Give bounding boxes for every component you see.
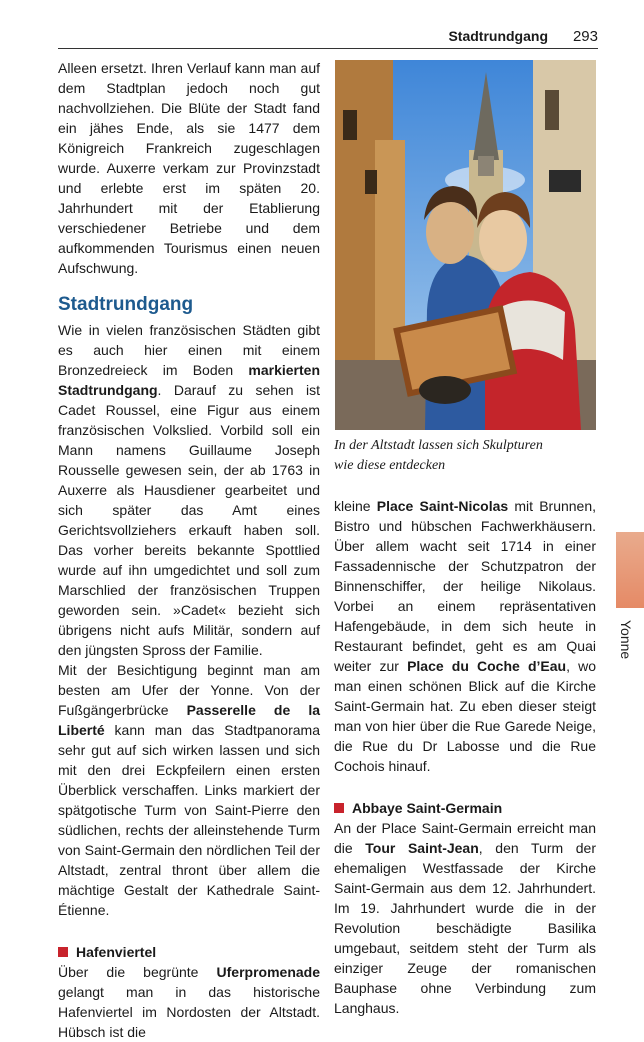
bold-term: Place Saint-Nicolas [376,498,509,514]
text-run: Wie in vielen französischen Städten gibt es auch hier einen mit einem Bronzedreieck im Boden [58,322,320,378]
subheading-label: Abbaye Saint-Germain [352,800,503,816]
section-heading: Stadtrundgang [58,294,194,315]
bold-term: Uferpromenade [216,964,320,980]
caption-line: wie diese entdecken [334,458,446,473]
running-header-title: Stadtrundgang [448,28,548,44]
page-number: 293 [572,28,598,45]
photo-caption [334,436,596,476]
text-run: . Darauf zu sehen ist Cadet Roussel, eine Figur aus einem französischen Volkslied. Vorbild soll ein Mann namens Guillaume Joseph Rousselle gewesen sein, der ab 1763 in Auxerre als Hausdiener gearbeitet und sich später das Amt eines Gerichtsvollziehers erkauft haben soll. Das vorher bereits bekannte Spottlied wurde auf ihn umgedichtet und soll zum Marschlied der französischen Truppen geworden sein. »Cadet« bezieht sich übrigens nicht aufs Militär, sondern auf den jüngsten Spross der Familie. [58,382,320,658]
header-rule [58,48,598,49]
text-run: kann man das Stadtpanorama sehr gut auf sich wirken lassen und sich mit den drei Eckpfeilern einen ersten Überblick verschaffen. Links markiert der spätgotische Turm von Saint-Pierre den südlichen, rechts der alleinstehende Turm von Saint-Germain den nördlichen Teil der Altstadt, zentral thront über allem die mächtige Gestalt der Kathedrale Saint-Étienne. [58,722,320,918]
text-run: kleine [334,498,377,514]
paragraph-hafenviertel [58,962,320,1042]
subheading-abbaye [334,798,596,818]
paragraph-besichtigung [58,660,320,920]
bold-term: Tour Saint-Jean [365,840,479,856]
text-run: mit Brunnen, Bistro und hübschen Fachwerkhäusern. Über allem wacht seit 1714 in einer Fassadennische der Schutzpatron der Binnenschiffer, der heilige Nikolaus. Vorbei an einem repräsentativen Hafengebäude, in dem sich heute in Restaurant befindet, geht es am Quai weiter zur [334,498,597,674]
left-column [58,58,320,1042]
sculpture-illustration [335,60,596,430]
chapter-tab-label: Yonne [618,620,634,660]
bold-term: Passerelle de la Liberté [58,702,320,738]
right-column [334,496,596,1018]
text-run: Über die begrünte [58,964,217,980]
red-square-icon [334,803,344,813]
text-run: An der Place Saint-Germain erreicht man die [334,820,596,856]
bold-term: markierten Stadtrundgang [58,362,320,398]
text-run: gelangt man in das historische Hafenviertel im Nordosten der Altstadt. Hübsch ist die [58,984,320,1040]
chapter-tab-marker [616,532,644,608]
bold-term: Place du Coche d’Eau [407,658,567,674]
text-run: , wo man einen schönen Blick auf die Kirche Saint-Germain hat. Zu eben dieser steigt man von hier über die Rue Garede Neige, die Rue du Dr Labosse und die Rue Cochois hinauf. [334,658,596,774]
text-run: , den Turm der ehemaligen Westfassade der Kirche Saint-Germain aus dem 12. Jahrhundert. Im 19. Jahrhundert wurde die in der Revolution beschädigte Basilika umgebaut, seitdem steht der Turm als einziger Zeuge der romanischen Bauphase ohne Verbindung zum Langhaus. [334,840,596,1016]
text-run: Mit der Besichtigung beginnt man am besten am Ufer der Yonne. Von der Fußgängerbrücke [58,662,320,718]
paragraph-place-saint-nicolas [334,496,596,776]
paragraph-abbaye [334,818,596,1018]
subheading-hafenviertel [58,942,320,962]
paragraph-stadtrundgang [58,320,320,660]
red-square-icon [58,947,68,957]
caption-line: In der Altstadt lassen sich Skulpturen [334,438,543,453]
sculpture-photo [335,60,596,430]
intro-paragraph: Alleen ersetzt. Ihren Verlauf kann man auf dem Stadtplan jedoch noch gut nachvollziehen. Die Blüte der Stadt fand ein jähes Ende, als sie 1477 dem Königreich Frankreich zugeschlagen wurde. Auxerre verkam zur Provinzstadt und erlebte erst im späten 20. Jahrhundert mit der Etablierung verschiedener Betriebe und dem aufkommenden Tourismus einen neuen Aufschwung. [58,60,320,276]
subheading-label: Hafenviertel [76,944,157,960]
